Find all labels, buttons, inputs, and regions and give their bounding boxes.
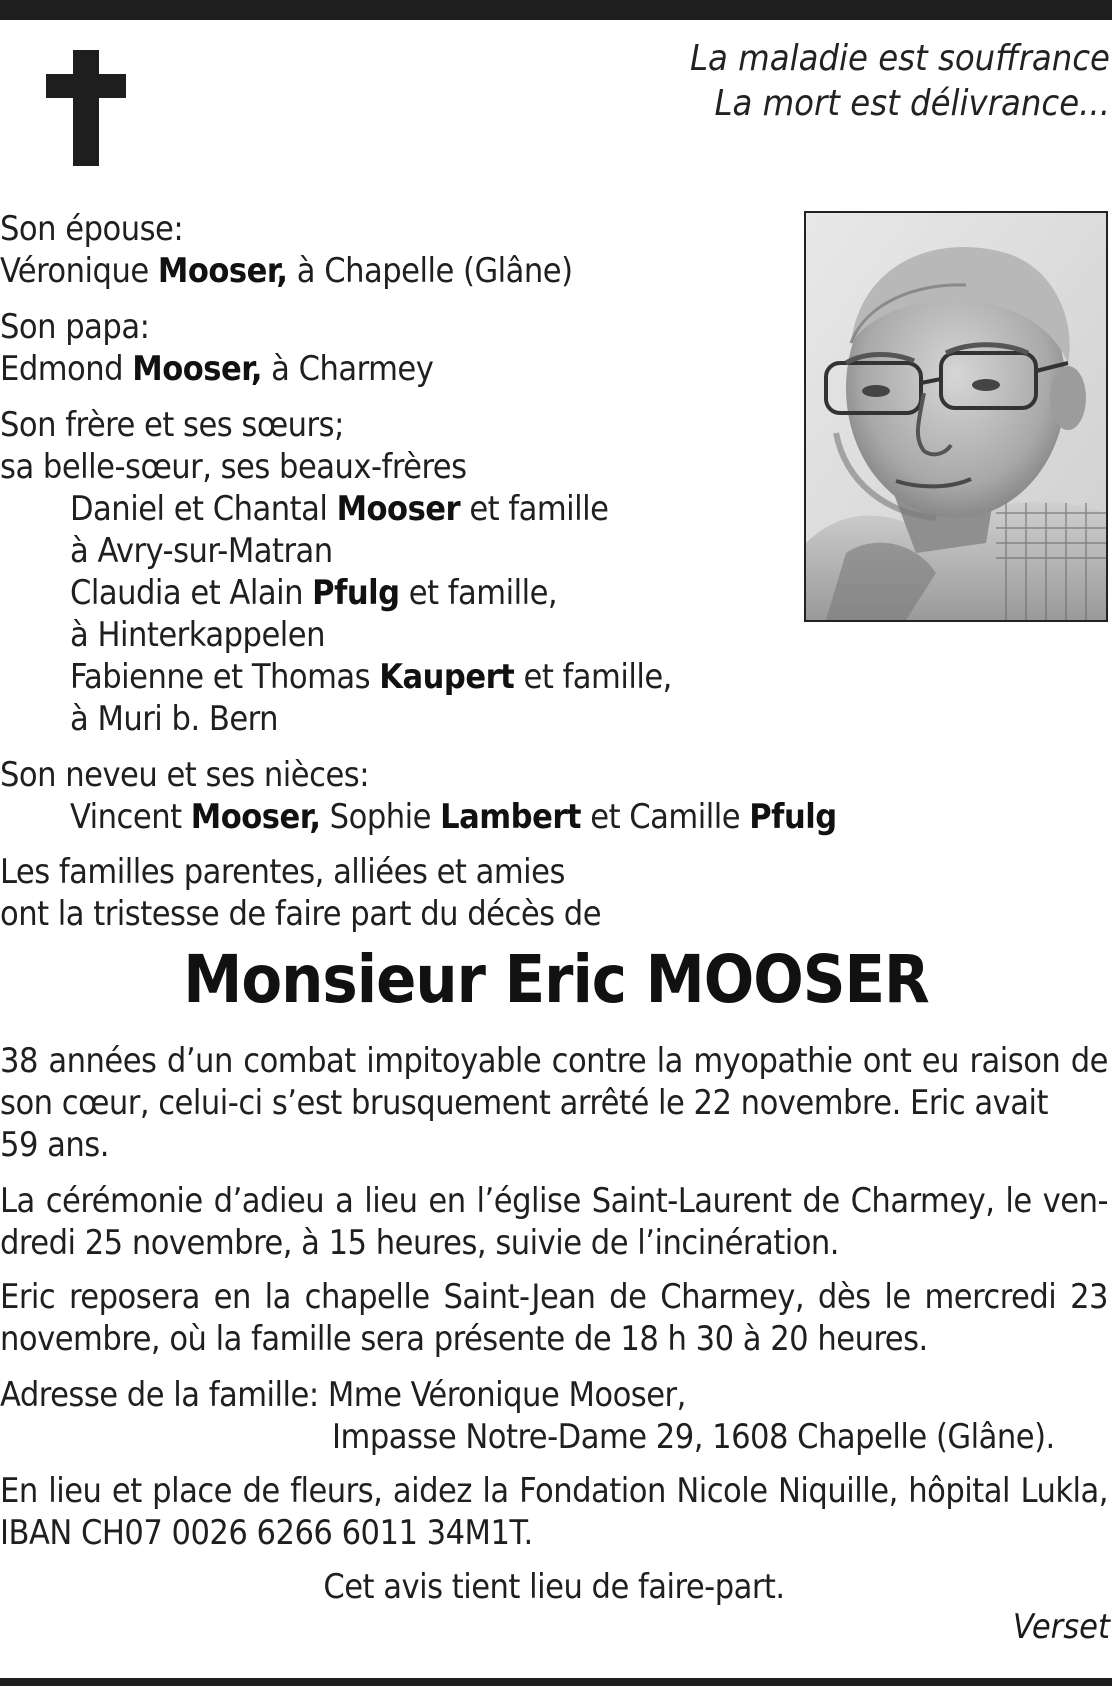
motto-line-2: La mort est délivrance...: [714, 83, 1110, 124]
paragraph-chapel: [0, 1276, 1108, 1360]
p1-line-2: son cœur, celui-ci s’est brusquement arrêté le 22 novembre. Eric avait: [0, 1083, 1048, 1123]
flowers-line-2: IBAN CH07 0026 6266 6011 34M1T.: [0, 1513, 533, 1553]
bottom-rule: [0, 1678, 1112, 1686]
paragraph-ceremony: [0, 1180, 1108, 1264]
deceased-name: Monsieur Eric MOOSER: [183, 941, 929, 1018]
wife-label: Son épouse:: [0, 209, 184, 249]
address-line-1: Adresse de la famille: Mme Véronique Mooser,: [0, 1375, 686, 1415]
p2-line-1: La cérémonie d’adieu a lieu en l’église Saint-Laurent de Charmey, le ven-: [0, 1181, 1108, 1221]
p1-line-3: 59 ans.: [0, 1125, 109, 1165]
paragraph-flowers: [0, 1470, 1108, 1554]
sibling-2: Claudia et Alain Pfulg et famille,: [70, 573, 558, 613]
families-line-2: ont la tristesse de faire part du décès de: [0, 894, 602, 934]
siblings-label: Son frère et ses sœurs;: [0, 405, 344, 445]
family-address: [0, 1374, 1108, 1458]
motto-line-1: La maladie est souffrance: [690, 38, 1110, 79]
sibling-1-place: à Avry-sur-Matran: [70, 531, 333, 571]
motto: [690, 36, 1110, 126]
sibling-3-place: à Muri b. Bern: [70, 699, 279, 739]
top-rule: [0, 0, 1112, 20]
p1-line-1: 38 années d’un combat impitoyable contre la myopathie ont eu raison de: [0, 1041, 1108, 1081]
sibling-3: Fabienne et Thomas Kaupert et famille,: [70, 657, 672, 697]
father-line: Edmond Mooser, à Charmey: [0, 349, 434, 389]
cross-icon: [46, 50, 126, 166]
address-line-2: Impasse Notre-Dame 29, 1608 Chapelle (Glâne).: [332, 1417, 1055, 1457]
p2-line-2: dredi 25 novembre, à 15 heures, suivie de l’incinération.: [0, 1223, 840, 1263]
nieces-label: Son neveu et ses nièces:: [0, 755, 370, 795]
father-label: Son papa:: [0, 307, 150, 347]
sibling-2-place: à Hinterkappelen: [70, 615, 325, 655]
portrait-photo: [804, 211, 1108, 622]
siblings-label-2: sa belle-sœur, ses beaux-frères: [0, 447, 467, 487]
paragraph-combat: [0, 1040, 1108, 1166]
p3-line-1: Eric reposera en la chapelle Saint-Jean de Charmey, dès le mercredi 23: [0, 1277, 1108, 1317]
p3-line-2: novembre, où la famille sera présente de 18 h 30 à 20 heures.: [0, 1319, 928, 1359]
nieces-line: Vincent Mooser, Sophie Lambert et Camille Pfulg: [70, 797, 837, 837]
signature: Verset: [1012, 1607, 1110, 1647]
notice-line: Cet avis tient lieu de faire-part.: [323, 1567, 785, 1607]
wife-line: Véronique Mooser, à Chapelle (Glâne): [0, 251, 573, 291]
flowers-line-1: En lieu et place de fleurs, aidez la Fondation Nicole Niquille, hôpital Lukla,: [0, 1471, 1108, 1511]
sibling-1: Daniel et Chantal Mooser et famille: [70, 489, 609, 529]
families-line-1: Les familles parentes, alliées et amies: [0, 852, 565, 892]
